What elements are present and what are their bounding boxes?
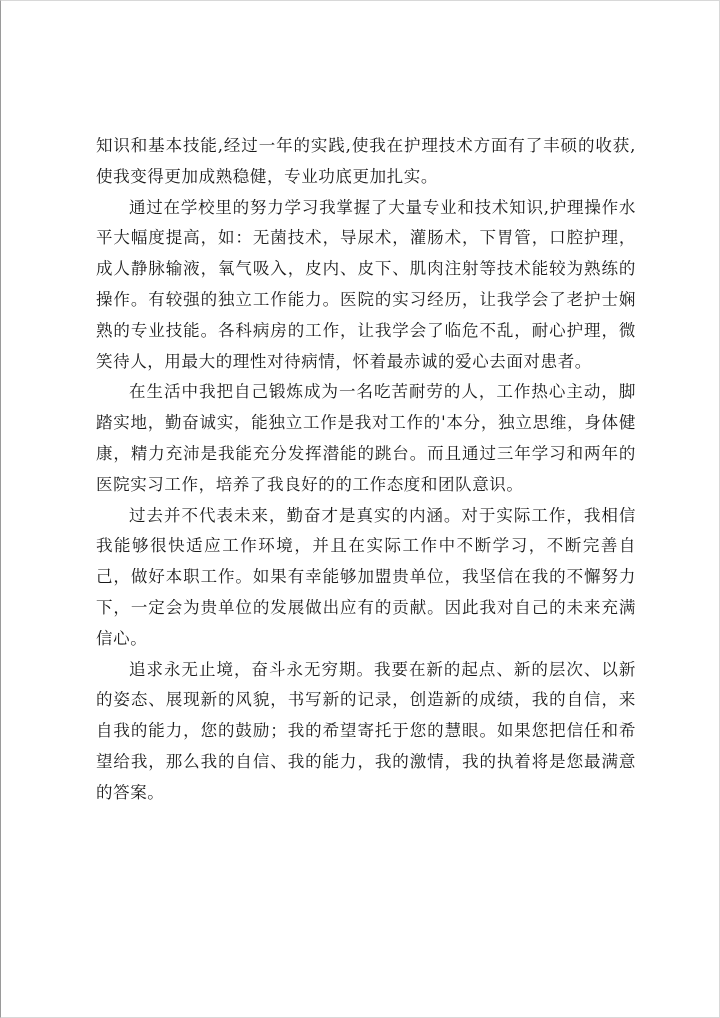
paragraph-1: 知识和基本技能,经过一年的实践,使我在护理技术方面有了丰硕的收获,使我变得更加成熟稳健，专业功底更加扎实。 bbox=[96, 136, 636, 186]
paragraph-2: 通过在学校里的努力学习我掌握了大量专业和技术知识,护理操作水平大幅度提高，如：无菌技术，导尿术，灌肠术，下胃管，口腔护理，成人静脉输液，氧气吸入，皮内、皮下、肌肉注射等技术能较为熟练的操作。有较强的独立工作能力。医院的实习经历，让我学会了老护士娴熟的专业技能。各科病房的工作，让我学会了临危不乱，耐心护理，微笑待人，用最大的理性对待病情，怀着最赤诚的爱心去面对患者。 bbox=[96, 197, 636, 371]
document-body bbox=[96, 131, 636, 809]
paragraph-4: 过去并不代表未来，勤奋才是真实的内涵。对于实际工作，我相信我能够很快适应工作环境，并且在实际工作中不断学习，不断完善自己，做好本职工作。如果有幸能够加盟贵单位，我坚信在我的不懈努力下，一定会为贵单位的发展做出应有的贡献。因此我对自己的未来充满信心。 bbox=[96, 505, 636, 648]
paragraph-3: 在生活中我把自己锻炼成为一名吃苦耐劳的人，工作热心主动，脚踏实地，勤奋诚实，能独立工作是我对工作的'本分，独立思维，身体健康，精力充沛是我能充分发挥潜能的跳台。而且通过三年学习和两年的医院实习工作，培养了我良好的的工作态度和团队意识。 bbox=[96, 382, 636, 494]
paragraph-5: 追求永无止境，奋斗永无穷期。我要在新的起点、新的层次、以新的姿态、展现新的风貌，书写新的记录，创造新的成绩，我的自信，来自我的能力，您的鼓励；我的希望寄托于您的慧眼。如果您把信任和希望给我，那么我的自信、我的能力，我的激情，我的执着将是您最满意的答案。 bbox=[96, 659, 636, 802]
